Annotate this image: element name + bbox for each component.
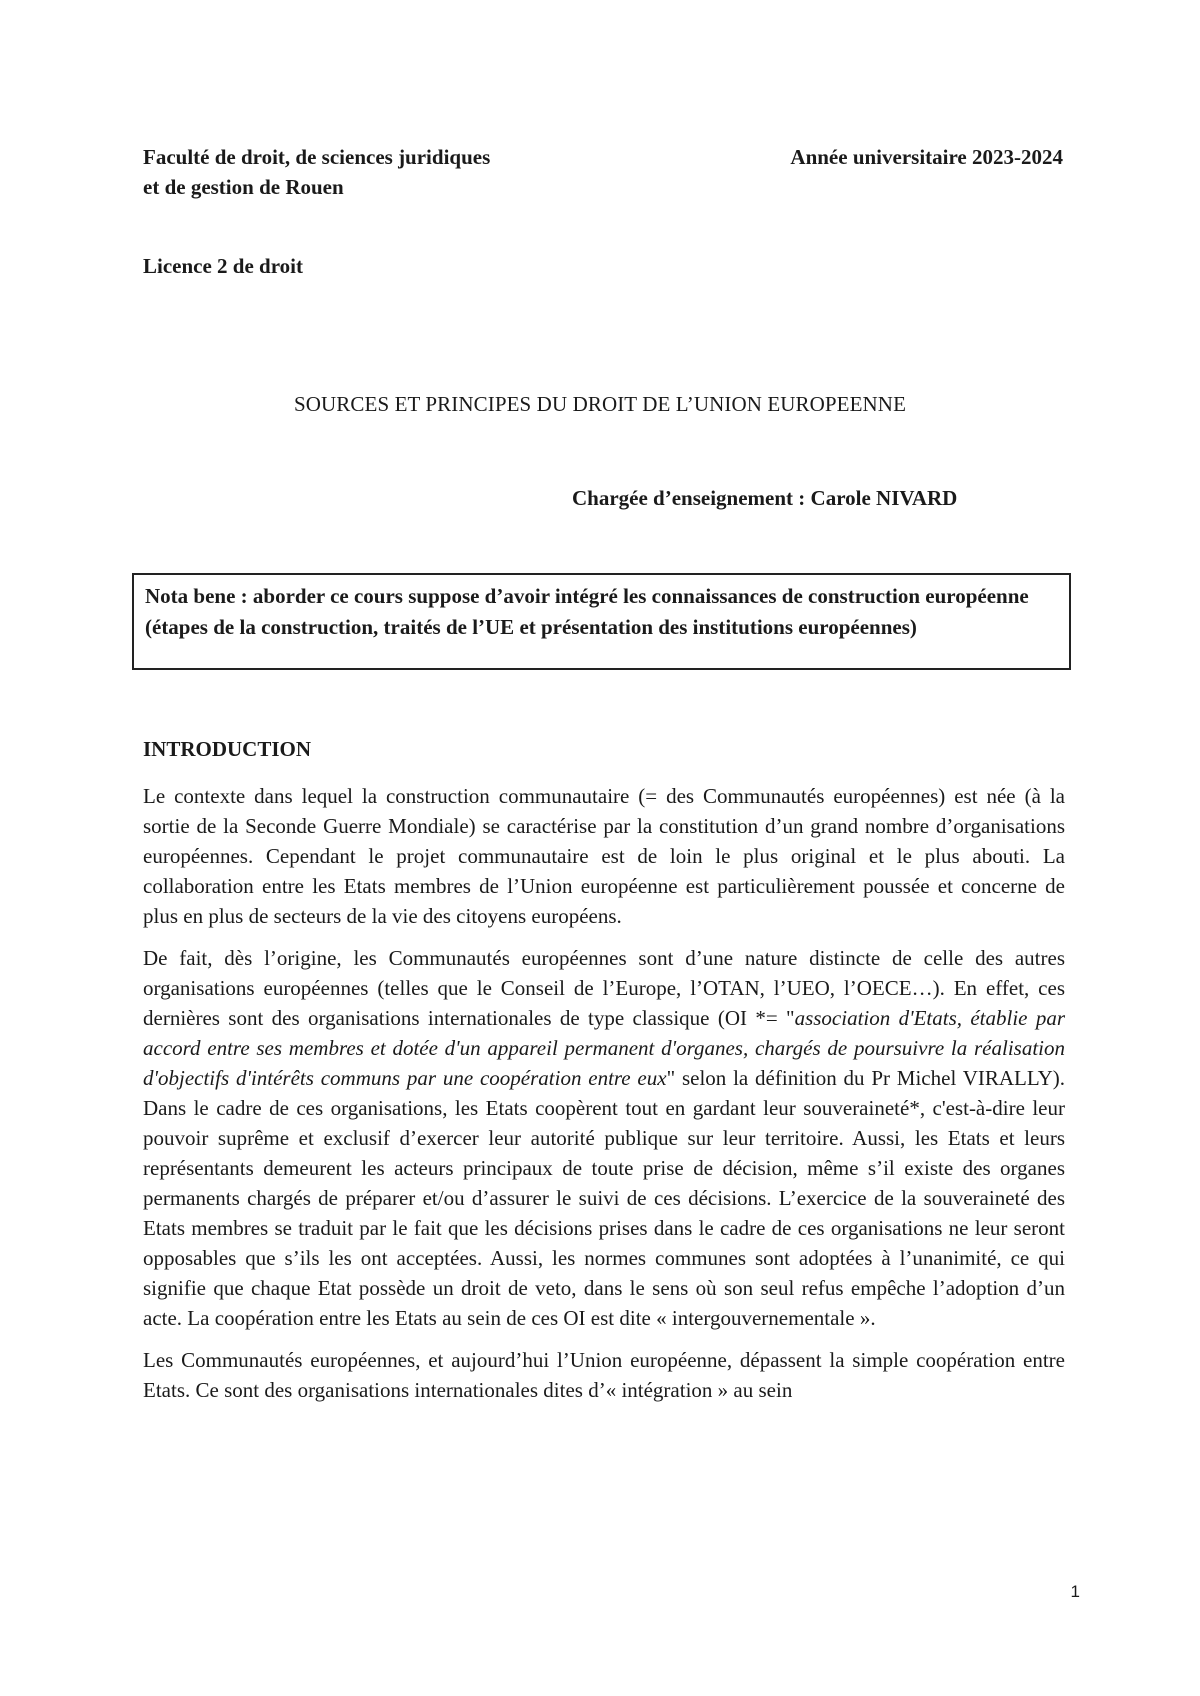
paragraph-2-text-end: " selon la définition du Pr Michel VIRALLY). Dans le cadre de ces organisations, les Etats coopèrent tout en gardant leur souveraineté*, c'est-à-dire leur pouvoir suprême et exclusif d’exercer leur autorité publique sur leur territoire. Aussi, les Etats et leurs représentants demeurent les acteurs principaux de toute prise de décision, même s’il existe des organes permanents chargés de préparer et/ou d’assurer le suivi de ces décisions. L’exercice de la souveraineté des Etats membres se traduit par le fait que les décisions prises dans le cadre de ces organisations ne leur seront opposables que s’ils les ont acceptées. Aussi, les normes communes sont adoptées à l’unanimité, ce qui signifie que chaque Etat possède un droit de veto, dans le sens où son seul refus empêche l’adoption d’un acte. La coopération entre les Etats au sein de ces OI est dite « intergouvernementale ».: [143, 1066, 1065, 1330]
academic-year: Année universitaire 2023-2024: [790, 145, 1063, 169]
faculty-name: [143, 142, 623, 202]
program-label: Licence 2 de droit: [143, 254, 304, 278]
faculty-line-1: Faculté de droit, de sciences juridiques: [143, 145, 491, 169]
paragraph-2: [143, 943, 1065, 1333]
course-title: SOURCES ET PRINCIPES DU DROIT DE L’UNION EUROPEENNE: [294, 392, 906, 416]
nota-bene-text: Nota bene : aborder ce cours suppose d’avoir intégré les connaissances de construction européenne (étapes de la construction, traités de l’UE et présentation des institutions européennes): [145, 584, 1029, 639]
paragraph-3: Les Communautés européennes, et aujourd’hui l’Union européenne, dépassent la simple coopération entre Etats. Ce sont des organisations internationales dites d’« intégration » au sein: [143, 1348, 1065, 1402]
faculty-line-2: et de gestion de Rouen: [143, 175, 344, 199]
nota-bene-box: [132, 573, 1071, 670]
virally-definition-quote: association d'Etats, établie par accord entre ses membres et dotée d'un appareil permanent d'organes, chargés de poursuivre la réalisation d'objectifs d'intérêts communs par une coopération entre eux: [143, 1006, 1065, 1090]
paragraph-2-text-start: De fait, dès l’origine, les Communautés européennes sont d’une nature distincte de celle des autres organisations européennes (telles que le Conseil de l’Europe, l’OTAN, l’UEO, l’OECE…). En effet, ces dernières sont des organisations internationales de type classique (OI *= ": [143, 946, 1065, 1030]
paragraph-1: Le contexte dans lequel la construction communautaire (= des Communautés européennes) est née (à la sortie de la Seconde Guerre Mondiale) se caractérise par la constitution d’un grand nombre d’organisations européennes. Cependant le projet communautaire est de loin le plus original et le plus abouti. La collaboration entre les Etats membres de l’Union européenne est particulièrement poussée et concerne de plus en plus de secteurs de la vie des citoyens européens.: [143, 784, 1065, 928]
introduction-body: [143, 781, 1065, 1417]
page-number: 1: [1070, 1582, 1080, 1601]
document-header: [143, 142, 1063, 202]
section-heading-introduction: INTRODUCTION: [143, 737, 312, 761]
teacher-name: Chargée d’enseignement : Carole NIVARD: [572, 486, 958, 510]
